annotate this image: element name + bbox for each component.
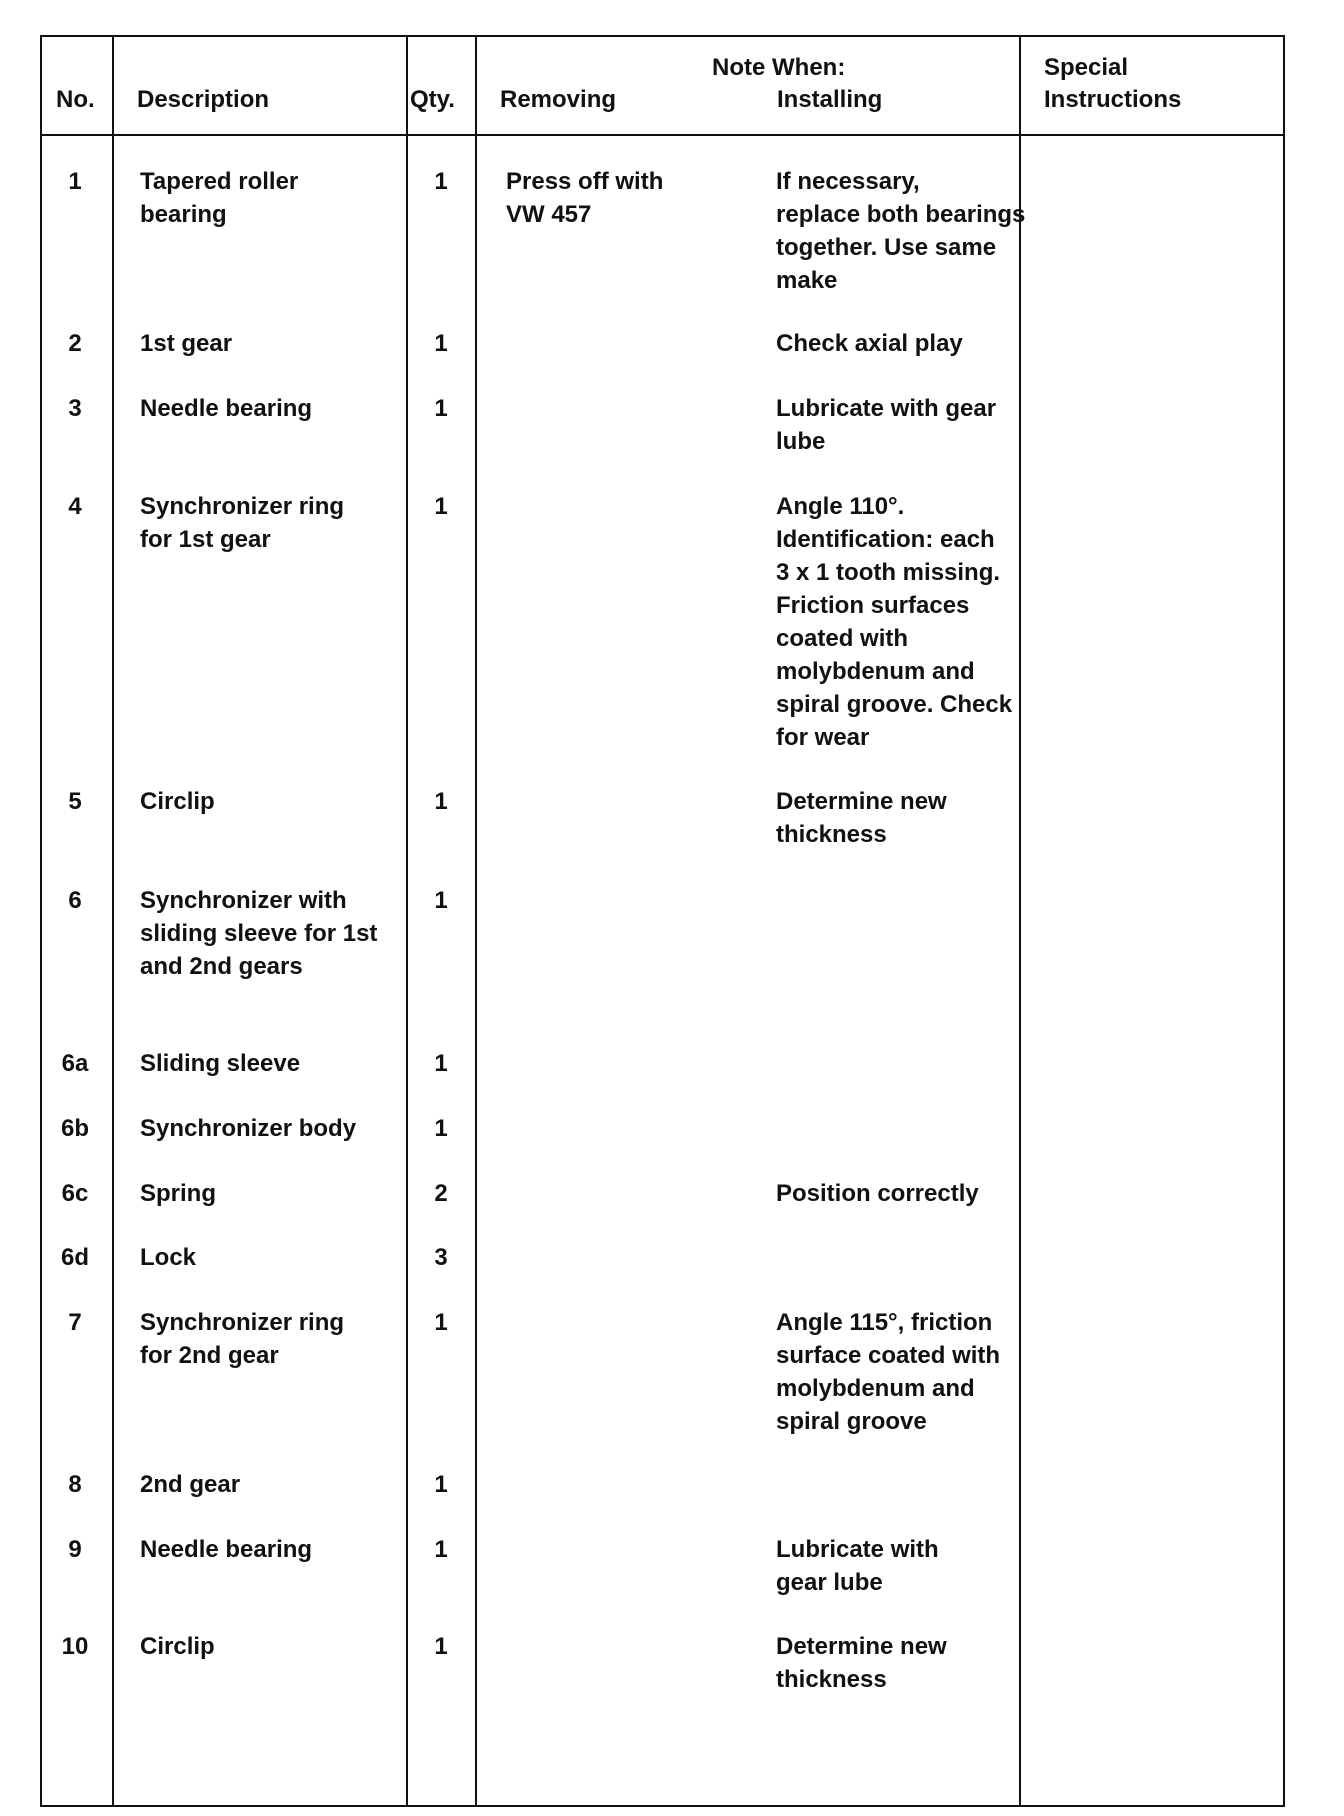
row-number: 6a [61,1050,89,1077]
row-number: 5 [68,788,82,815]
row-quantity: 1 [434,330,448,357]
row-installing-note: Lubricate with gear lube [776,1536,939,1596]
row-quantity: 1 [434,1471,448,1498]
header-removing: Removing [500,86,617,113]
row-number: 7 [68,1309,82,1336]
row-number: 10 [61,1633,89,1660]
column-divider [1019,37,1021,1805]
row-number: 9 [68,1536,82,1563]
row-description: Needle bearing [140,395,313,422]
row-quantity: 3 [434,1244,448,1271]
row-quantity: 1 [434,1633,448,1660]
row-number: 6d [60,1244,89,1271]
row-installing-note: Angle 110°. Identification: each 3 x 1 tooth missing. Friction surfaces coated with molybdenum and spiral groove. Check for wear [776,493,1013,751]
row-quantity: 1 [434,1536,448,1563]
row-number: 6c [61,1180,89,1207]
row-quantity: 1 [434,1050,448,1077]
row-number: 3 [68,395,82,422]
header-instructions: Instructions [1044,86,1182,113]
row-description: Synchronizer with sliding sleeve for 1st and 2nd gears [140,887,378,980]
row-installing-note: Lubricate with gear lube [776,395,997,455]
row-installing-note: Determine new thickness [776,788,947,848]
row-installing-note: Determine new thickness [776,1633,947,1693]
row-description: Tapered roller bearing [140,168,299,228]
row-description: 2nd gear [140,1471,241,1498]
row-quantity: 1 [434,1115,448,1142]
row-quantity: 1 [434,493,448,520]
row-description: Sliding sleeve [140,1050,301,1077]
row-number: 1 [68,168,82,195]
row-description: Synchronizer ring for 2nd gear [140,1309,345,1369]
row-description: Synchronizer body [140,1115,357,1142]
header-special: Special [1044,54,1129,81]
row-description: Needle bearing [140,1536,313,1563]
header-installing: Installing [777,86,883,113]
row-quantity: 2 [434,1180,448,1207]
row-installing-note: If necessary, replace both bearings together. Use same make [776,168,1026,294]
column-divider [112,37,114,1805]
header-divider [42,134,1283,136]
row-description: Spring [140,1180,216,1207]
row-description: Circlip [140,788,215,815]
row-description: Synchronizer ring for 1st gear [140,493,345,553]
row-removing-note: Press off with VW 457 [506,168,664,228]
header-note-when: Note When: [712,54,846,81]
header-no: No. [56,86,95,113]
row-installing-note: Check axial play [776,330,963,357]
row-number: 6b [60,1115,89,1142]
row-description: Circlip [140,1633,215,1660]
header-qty: Qty. [410,86,455,113]
header-description: Description [137,86,270,113]
row-quantity: 1 [434,1309,448,1336]
row-description: Lock [140,1244,197,1271]
row-quantity: 1 [434,395,448,422]
row-description: 1st gear [140,330,233,357]
row-number: 4 [68,493,82,520]
row-installing-note: Angle 115°, friction surface coated with molybdenum and spiral groove [776,1309,1001,1435]
row-quantity: 1 [434,887,448,914]
row-number: 6 [68,887,82,914]
row-quantity: 1 [434,788,448,815]
row-installing-note: Position correctly [776,1180,979,1207]
row-number: 2 [68,330,82,357]
row-number: 8 [68,1471,82,1498]
row-quantity: 1 [434,168,448,195]
